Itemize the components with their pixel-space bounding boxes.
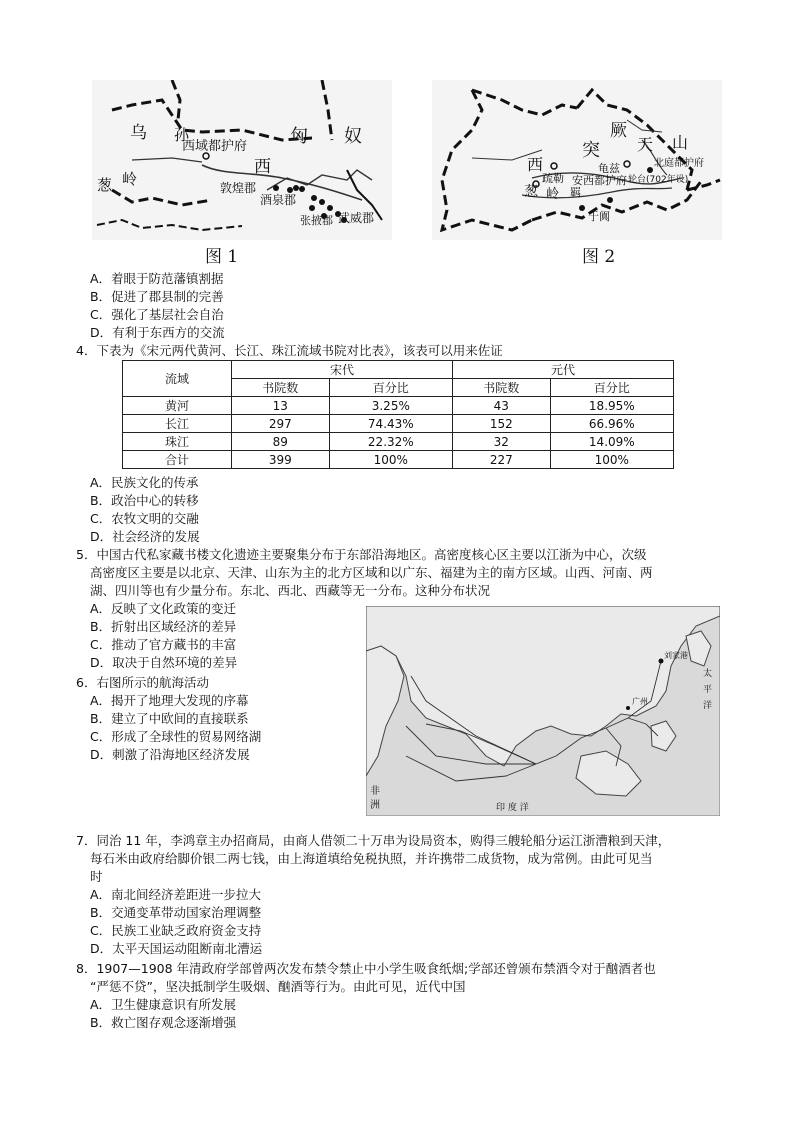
fig2-label-yutian: 于阗 (588, 210, 610, 223)
fig2-label-tu: 突 (582, 140, 600, 161)
q5-option-d[interactable]: D．取决于自然环境的差异 (90, 655, 238, 670)
table-cell-name: 合计 (123, 451, 232, 469)
q8-option-b[interactable]: B．救亡图存观念逐渐增强 (90, 1015, 237, 1030)
fig2-label-shan: 山 (672, 133, 689, 152)
table-row (123, 397, 674, 415)
table-cell: 100% (329, 451, 452, 469)
voyage-map (366, 606, 720, 816)
fig1-label-ling: 岭 (122, 170, 138, 188)
table-row (123, 451, 674, 469)
fig2-label-cong: 葱 (524, 184, 538, 200)
q4-option-c[interactable]: C．农牧文明的交融 (90, 511, 199, 526)
voyage-label-yindu: 印 度 洋 (496, 803, 529, 813)
table-row (123, 433, 674, 451)
fig1-label-jiuquan: 酒泉郡 (260, 193, 297, 207)
fig1-label-xiongnu-2: 奴 (344, 126, 362, 147)
fig1-label-zhangye: 张掖郡 (300, 214, 333, 227)
table-cell: 3.25% (329, 397, 452, 415)
figure-2-map (432, 80, 722, 240)
fig2-label-luntai: 轮台(702年设) (628, 175, 689, 185)
fig2-label-qiuci: 龟兹 (598, 162, 620, 175)
table-header-region: 流域 (123, 361, 232, 397)
q8-option-a[interactable]: A．卫生健康意识有所发展 (90, 997, 237, 1012)
table-cell: 13 (232, 397, 330, 415)
fig1-label-wusun-right: 孙 (174, 126, 190, 144)
table-cell-name: 黄河 (123, 397, 232, 415)
q8-stem-line-1: 8．1907—1908 年清政府学部曾两次发布禁令禁止中小学生吸食纸烟;学部还曾颁布禁酒令对于酗酒者也 (76, 961, 656, 976)
table-subheader-song-count: 书院数 (232, 379, 330, 397)
voyage-label-zhou: 洲 (370, 800, 380, 811)
voyage-label-guangzhou: 广州 (632, 697, 648, 706)
fig1-label-dunhuang: 敦煌郡 (220, 181, 257, 195)
fig2-label-tian: 天 (637, 135, 654, 154)
q7-option-b[interactable]: B．交通变革带动国家治理调整 (90, 905, 262, 920)
fig1-label-wusun-left: 乌 (130, 123, 147, 143)
q3-option-b[interactable]: B．促进了郡县制的完善 (90, 289, 224, 304)
q7-stem-line-1: 7．同治 11 年，李鸿章主办招商局，由商人借领二十万串为设局资本，购得三艘轮船分运江浙漕粮到天津， (76, 833, 671, 848)
table-cell-name: 珠江 (123, 433, 232, 451)
table-header-song: 宋代 (232, 361, 453, 379)
voyage-label-taiping-2: 平 (703, 685, 713, 695)
q7-stem-line-2: 每石米由政府给脚价银二两七钱，由上海道填给免税执照，并许携带二成货物，成为常例。由此可见当 (90, 851, 653, 866)
table-header-yuan: 元代 (452, 361, 673, 379)
table-subheader-song-pct: 百分比 (329, 379, 452, 397)
q4-stem: 4．下表为《宋元两代黄河、长江、珠江流域书院对比表》，该表可以用来佐证 (76, 343, 503, 358)
table-cell: 399 (232, 451, 330, 469)
fig2-label-ling: 岭 (546, 187, 560, 202)
q5-stem-line-2: 高密度区主要是以北京、天津、山东为主的北方区域和以广东、福建为主的南方区域。山西、河南、两 (90, 565, 653, 580)
fig2-label-beiting: 北庭都护府 (654, 158, 704, 169)
table-cell-name: 长江 (123, 415, 232, 433)
table-cell: 227 (452, 451, 550, 469)
q5-option-c[interactable]: C．推动了官方藏书的丰富 (90, 637, 237, 652)
q7-option-d[interactable]: D．太平天国运动阻断南北漕运 (90, 941, 263, 956)
q4-option-a[interactable]: A．民族文化的传承 (90, 475, 199, 490)
q6-stem: 6．右图所示的航海活动 (76, 675, 209, 690)
figure-1-caption: 图 1 (205, 247, 239, 267)
table-cell: 89 (232, 433, 330, 451)
table-cell: 22.32% (329, 433, 452, 451)
fig2-label-shule: 疏勒 (542, 172, 564, 185)
fig1-label-xiyu: 西域都护府 (182, 139, 248, 154)
q7-stem-line-3: 时 (90, 869, 103, 884)
voyage-label-taiping-1: 太 (703, 669, 713, 679)
fig2-label-anxi: 安西都护府 (572, 174, 627, 187)
table-cell: 100% (550, 451, 673, 469)
fig2-label-jimi: 羁 (570, 186, 581, 199)
voyage-label-taiping-3: 洋 (703, 701, 713, 711)
q4-option-b[interactable]: B．政治中心的转移 (90, 493, 199, 508)
q5-stem-line-3: 湖、四川等也有少量分布。东北、西北、西藏等无一分布。这种分布状况 (90, 583, 491, 598)
figure-1-map (92, 80, 392, 240)
fig2-label-jue: 厥 (610, 121, 627, 141)
figure-2-caption: 图 2 (582, 247, 616, 267)
fig2-label-xi: 西 (527, 155, 544, 174)
q5-stem-line-1: 5．中国古代私家藏书楼文化遗迹主要聚集分布于东部沿海地区。高密度核心区主要以江浙为中心，次级 (76, 547, 647, 562)
q6-option-c[interactable]: C．形成了全球性的贸易网络湖 (90, 729, 262, 744)
q7-option-a[interactable]: A．南北间经济差距进一步拉大 (90, 887, 262, 902)
q4-option-d[interactable]: D．社会经济的发展 (90, 529, 200, 544)
table-subheader-yuan-count: 书院数 (452, 379, 550, 397)
q5-option-a[interactable]: A．反映了文化政策的变迁 (90, 601, 237, 616)
table-cell: 152 (452, 415, 550, 433)
q5-option-b[interactable]: B．折射出区域经济的差异 (90, 619, 237, 634)
table-subheader-yuan-pct: 百分比 (550, 379, 673, 397)
q4-academy-table (122, 360, 674, 469)
table-cell: 14.09% (550, 433, 673, 451)
q7-option-c[interactable]: C．民族工业缺乏政府资金支持 (90, 923, 262, 938)
table-cell: 74.43% (329, 415, 452, 433)
table-cell: 43 (452, 397, 550, 415)
q8-stem-line-2: “严惩不贷”，坚决抵制学生吸烟、酗酒等行为。由此可见，近代中国 (90, 979, 466, 994)
q6-option-d[interactable]: D．刺激了沿海地区经济发展 (90, 747, 250, 762)
q6-option-b[interactable]: B．建立了中欧间的直接联系 (90, 711, 249, 726)
q6-option-a[interactable]: A．揭开了地理大发现的序幕 (90, 693, 249, 708)
fig1-label-xiongnu-1: 匈 (290, 126, 308, 147)
table-cell: 66.96% (550, 415, 673, 433)
fig1-label-xi: 西 (254, 157, 271, 177)
table-cell: 297 (232, 415, 330, 433)
fig1-label-cong: 葱 (97, 176, 113, 194)
voyage-label-liujia: 刘家港 (664, 651, 688, 660)
table-cell: 18.95% (550, 397, 673, 415)
q3-option-c[interactable]: C．强化了基层社会自治 (90, 307, 224, 322)
q3-option-a[interactable]: A．着眼于防范藩镇割据 (90, 271, 224, 286)
table-row (123, 415, 674, 433)
voyage-label-fei: 非 (370, 786, 380, 797)
fig1-label-wuwei: 武威郡 (338, 211, 375, 225)
table-cell: 32 (452, 433, 550, 451)
q3-option-d[interactable]: D．有利于东西方的交流 (90, 325, 225, 340)
